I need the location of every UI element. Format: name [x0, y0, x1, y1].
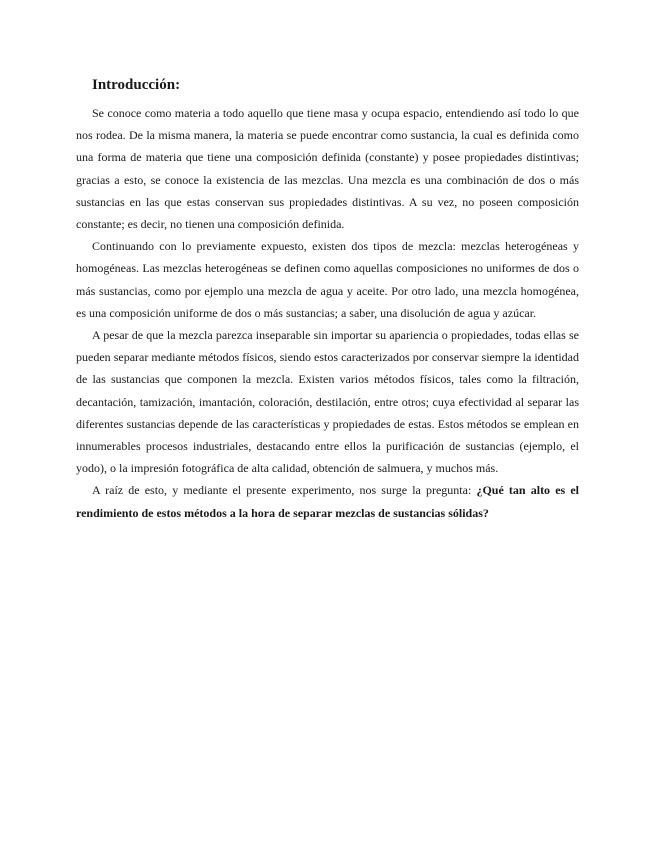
- paragraph-metodos-fisicos: A pesar de que la mezcla parezca inseparable sin importar su apariencia o propiedades, todas ellas se pueden separar mediante métodos físicos, siendo estos caracterizados por conservar siempre la identidad de las sustancias que componen la mezcla. Existen varios métodos físicos, tales como la filtración, decantación, tamización, imantación, coloración, destilación, entre otros; cuya efectividad al separar las diferentes sustancias depende de las características y propiedades de estas. Estos métodos se emplean en innumerables procesos industriales, destacando entre ellos la purificación de sustancias (ejemplo, el yodo), o la impresión fotográfica de alta calidad, obtención de salmuera, y muchos más.: [76, 328, 579, 476]
- document-body: [76, 74, 579, 524]
- question-lead: A raíz de esto, y mediante el presente experimento, nos surge la pregunta:: [92, 483, 477, 498]
- paragraph-pregunta: [76, 479, 579, 523]
- section-heading: Introducción:: [92, 77, 181, 93]
- paragraph-materia: Se conoce como materia a todo aquello que tiene masa y ocupa espacio, entendiendo así todo lo que nos rodea. De la misma manera, la materia se puede encontrar como sustancia, la cual es definida como una forma de materia que tiene una composición definida (constante) y posee propiedades distintivas; gracias a esto, se conoce la existencia de las mezclas. Una mezcla es una combinación de dos o más sustancias en las que estas conservan sus propiedades distintivas. A su vez, no poseen composición constante; es decir, no tienen una composición definida.: [76, 106, 579, 232]
- research-question: ¿Qué tan alto es el rendimiento de estos métodos a la hora de separar mezclas de sustancias sólidas?: [76, 483, 579, 520]
- paragraph-tipos-mezcla: Continuando con lo previamente expuesto, existen dos tipos de mezcla: mezclas heterogéneas y homogéneas. Las mezclas heterogéneas se definen como aquellas composiciones no uniformes de dos o más sustancias, como por ejemplo una mezcla de agua y aceite. Por otro lado, una mezcla homogénea, es una composición uniforme de dos o más sustancias; a saber, una disolución de agua y azúcar.: [76, 239, 579, 320]
